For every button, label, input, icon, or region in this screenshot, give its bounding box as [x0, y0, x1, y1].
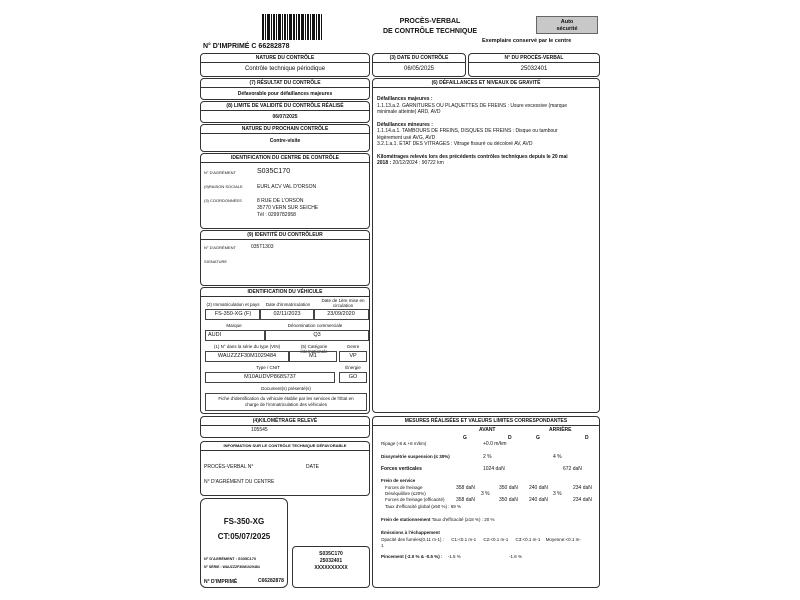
parallelism-rear: -1.6 % — [509, 554, 523, 559]
km-history-value: 20/12/2024 : 90722 km — [392, 160, 444, 166]
vert-rear: 672 daN — [563, 466, 582, 472]
ripage-label-full: Ripage (-8 & +8 m/km) — [381, 441, 427, 446]
defects-header: (6) DÉFAILLANCES ET NIVEAUX DE GRAVITÉ — [373, 79, 599, 88]
opacity-c2: C2:<0.1 m-1 — [483, 537, 509, 542]
ef-front-d: 350 daN — [499, 497, 518, 503]
stamp-line-2: 25032401 — [319, 558, 343, 564]
ripage-value: +0.0 m/km — [483, 441, 507, 447]
nature-value: Contrôle technique périodique — [244, 66, 326, 72]
doc-line-1: Fiche d'identification du véhicule établie par les services de l'État en — [218, 396, 354, 401]
inspector-agreement-label: N° D'AGRÉMENT — [204, 245, 236, 250]
category-value: M1 — [289, 351, 337, 362]
rear-label: ARRIÈRE — [549, 427, 572, 433]
model-value: Q3 — [265, 330, 369, 341]
parallelism-row — [381, 554, 461, 559]
brand-label: Marque — [226, 323, 242, 328]
brand-value: AUDI — [205, 330, 265, 341]
nature-box — [200, 53, 370, 77]
first-date-label: Date de 1ère mise en circulation — [321, 298, 365, 308]
ef-rear-d: 234 daN — [573, 497, 592, 503]
global-eff — [385, 504, 461, 509]
centre-address-2: 35770 VERN SUR SEICHE — [257, 205, 319, 211]
next-header: NATURE DU PROCHAIN CONTRÔLE — [201, 125, 369, 134]
reg-value: FS-350-XG (F) — [205, 309, 261, 320]
vehicle-header: IDENTIFICATION DU VÉHICULE — [201, 288, 369, 297]
vehicle-box — [200, 287, 370, 414]
parallelism-label: Pincement (-2.0 % & -0.5 %) : — [381, 554, 443, 559]
opacity-avg: Moyenne:<0.1 m- — [545, 537, 581, 542]
type-value: M10AUDVP868S737 — [205, 372, 335, 383]
service-brake-label: Frein de service — [381, 478, 416, 483]
minor-line-1: 1.1.14.a.1. TAMBOURS DE FREINS, DISQUES DE FREINS : Disque ou tambour — [377, 128, 558, 134]
reg-date-label: Date d'immatriculation — [265, 302, 311, 307]
km-history-year: 2018 : — [377, 160, 392, 166]
minor-line-3: 3.2.1.a.1. ÉTAT DES VITRAGES : Vitrage fissuré ou décoloré AV, AVD — [377, 141, 533, 147]
km-box — [200, 416, 370, 438]
print-number — [203, 43, 290, 50]
next-box — [200, 124, 370, 152]
barcode-graphic — [262, 14, 322, 40]
parallelism-front: -1.5 % — [447, 554, 461, 559]
ticket-ct-date: CT:05/07/2025 — [217, 532, 271, 541]
validity-box — [200, 101, 370, 123]
opacity-label: Opacité des fumées(0.11 m-1) : — [381, 537, 444, 542]
major-line-2: minimale atteinte) ARD, AVD — [377, 109, 441, 115]
bf-front-d: 350 daN — [499, 485, 518, 491]
next-value: Contre-visite — [269, 138, 301, 144]
km-header: (4)KILOMÉTRAGE RELEVÉ — [201, 417, 369, 426]
ticket-print-value: C66282878 — [258, 578, 284, 584]
defects-box — [372, 78, 600, 413]
centre-agreement-label: N° D'AGRÉMENT — [204, 170, 236, 175]
centre-address-1: 8 RUE DE L'ORSON — [257, 198, 304, 204]
result-box — [200, 78, 370, 100]
bf-front-g: 358 daN — [456, 485, 475, 491]
front-g-label: G — [463, 435, 467, 441]
front-label: AVANT — [479, 427, 496, 433]
reg-label: (2) Immatriculation et pays — [206, 302, 260, 307]
model-label: Dénomination commerciale — [287, 323, 343, 328]
km-value: 105545 — [251, 427, 268, 433]
opacity-row — [381, 537, 581, 542]
susp-label: Dissymétrie suspension (≤ 30%) — [381, 454, 450, 459]
centre-coords-label: (3) COORDONNÉES — [204, 198, 242, 203]
docs-value — [205, 393, 367, 411]
copy-note: Exemplaire conservé par le centre — [482, 38, 572, 44]
measures-box — [372, 416, 600, 588]
unbalance-label: Déséquilibre (≤20%) — [385, 491, 426, 496]
signature-label: SIGNATURE — [204, 259, 228, 264]
ef-front-g: 358 daN — [456, 497, 475, 503]
barcode — [262, 14, 322, 40]
title-line-2: DE CONTRÔLE TECHNIQUE — [382, 28, 478, 35]
ticket-box — [200, 498, 288, 588]
unbalance-rear: 3 % — [553, 491, 562, 497]
major-title: Défaillances majeures : — [377, 96, 433, 102]
vin-label: (1) N° dans la série du type (VIN) — [213, 344, 281, 349]
eff-force-label: Forces de freinage (efficacité) — [385, 497, 445, 502]
km-history-line — [377, 160, 595, 167]
opacity-c1: C1:<0.1 m-1 — [451, 537, 477, 542]
major-line-1: 1.1.13.a.2. GARNITURES OU PLAQUETTES DE FREINS : Usure excessive (marque — [377, 102, 568, 109]
unbalance-front: 3 % — [481, 491, 490, 497]
opacity-avg-tail: 1 — [381, 543, 384, 548]
return-date-label: DATE — [306, 464, 319, 470]
badge-line-2: sécurité — [556, 26, 578, 32]
inspector-header: (9) IDENTITÉ DU CONTRÔLEUR — [201, 231, 369, 240]
rear-g-label: G — [536, 435, 540, 441]
centre-company-value: EURL ACV VAL D'ORSON — [257, 184, 317, 190]
result-header: (7) RÉSULTAT DU CONTRÔLE — [201, 79, 369, 88]
nature-header: NATURE DU CONTRÔLE — [201, 54, 369, 63]
docs-label: Document(s) présenté(s) — [261, 386, 311, 391]
reg-date-value: 02/11/2023 — [259, 309, 315, 320]
return-info-box — [200, 441, 370, 496]
parking-row — [381, 517, 495, 522]
first-date-value: 23/09/2020 — [313, 309, 369, 320]
print-number-label: N° D'IMPRIMÉ C — [203, 43, 257, 50]
pv-value: 25032401 — [520, 66, 548, 72]
type-label: Type / CNIT — [255, 365, 280, 370]
return-info-header: INFORMATION SUR LE CONTRÔLE TECHNIQUE DÉFAVORABLE — [201, 442, 369, 451]
inspector-agreement-value: 035T1303 — [251, 244, 274, 250]
stamp-box — [292, 546, 370, 588]
bf-rear-d: 234 daN — [573, 485, 592, 491]
km-history-title: Kilométrages relevés lors des précédents contrôles techniques depuis le 20 mai — [377, 153, 568, 160]
minor-title: Défaillances mineures : — [377, 121, 433, 128]
stamp-line-1: S035C170 — [319, 551, 343, 557]
susp-front: 2 % — [483, 454, 492, 460]
front-d-label: D — [508, 435, 512, 441]
date-box — [372, 53, 466, 77]
ticket-serie: N° SÉRIE : WAUZZZF30M1029484 — [204, 565, 260, 569]
vert-label: Forces verticales — [381, 466, 422, 472]
global-eff-value: 69 % — [450, 504, 462, 509]
ticket-agreement: N° D'AGRÉMENT : S035C170 — [204, 557, 257, 561]
rear-d-label: D — [585, 435, 589, 441]
genre-label: Genre — [346, 344, 360, 349]
centre-header: IDENTIFICATION DU CENTRE DE CONTRÔLE — [201, 154, 369, 163]
vert-front: 1024 daN — [483, 466, 505, 472]
bf-rear-g: 240 daN — [529, 485, 548, 491]
exhaust-label: Émissions à l'échappement — [381, 530, 440, 535]
opacity-c3: C3:<0.1 m-1 — [515, 537, 541, 542]
parking-label: Frein de stationnement — [381, 517, 431, 522]
inspector-box — [200, 230, 370, 286]
page-title — [370, 17, 490, 37]
category-label: (5) Catégorie internationale — [300, 344, 328, 354]
return-pv-label: PROCÈS-VERBAL N° — [204, 464, 254, 470]
brake-force-label: Forces de freinage — [385, 485, 423, 490]
print-number-value: 66282878 — [258, 43, 290, 50]
genre-value: VP — [339, 351, 367, 362]
centre-agreement-value: S035C170 — [257, 168, 291, 175]
parking-value: 20 % — [484, 517, 495, 522]
result-value: Défavorable pour défaillances majeures — [237, 91, 333, 97]
centre-phone: Tél : 0299782958 — [257, 212, 296, 218]
stamp-line-3: XXXXXXXXXX — [314, 565, 348, 571]
susp-rear: 4 % — [553, 454, 562, 460]
ticket-plate: FS-350-XG — [223, 517, 265, 526]
ticket-print-label: N° D'IMPRIMÉ — [204, 579, 238, 585]
defects-content — [373, 88, 599, 167]
vin-value: WAUZZZF30M1029484 — [205, 351, 289, 362]
parking-eff-label: Taux d'efficacité (≥18 %) : — [431, 517, 483, 522]
centre-box — [200, 153, 370, 229]
global-eff-label: Taux d'efficacité global (≥50 %) : — [385, 504, 450, 509]
date-value: 06/05/2025 — [403, 66, 435, 72]
centre-company-label: (9)RAISON SOCIALE — [204, 184, 243, 189]
validity-header: (8) LIMITE DE VALIDITÉ DU CONTRÔLE RÉALISÉ — [201, 102, 369, 111]
minor-line-2: légèrement usé AVG, AVD — [377, 134, 436, 141]
return-centre-label: N° D'AGRÉMENT DU CENTRE — [204, 479, 275, 485]
auto-securite-badge — [536, 16, 598, 34]
pv-box — [468, 53, 600, 77]
energy-label: Énergie — [345, 365, 361, 370]
ef-rear-g: 240 daN — [529, 497, 548, 503]
validity-value: 06/07/2025 — [272, 114, 298, 120]
date-header: (3) DATE DU CONTRÔLE — [373, 54, 465, 63]
energy-value: GO — [339, 372, 367, 383]
doc-line-2: charge de l'immatriculation des véhicules — [245, 402, 327, 407]
badge-line-1: Auto — [560, 19, 574, 25]
title-line-1: PROCÈS-VERBAL — [399, 18, 461, 25]
pv-header: N° DU PROCÈS-VERBAL — [469, 54, 599, 63]
measures-header: MESURES RÉALISÉES ET VALEURS LIMITES CORRESPONDANTES — [373, 417, 599, 426]
